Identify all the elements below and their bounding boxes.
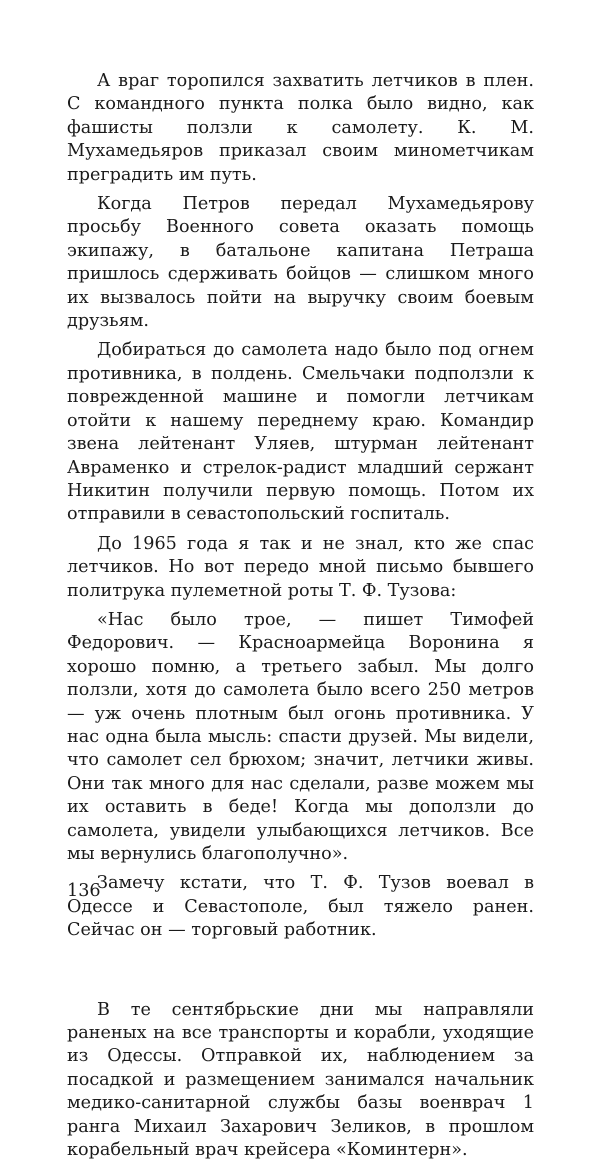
- paragraph-2: Когда Петров передал Мухамедьярову просьбу Военного совета оказать помощь экипажу, в батальоне капитана Петраша пришлось сдерживать бойцов — слишком много их вызвалось пойти на выручку своим боевым друзьям.: [67, 194, 534, 332]
- paragraph-3: Добираться до самолета надо было под огнем противника, в полдень. Смельчаки подползли к поврежденной машине и помогли летчикам отойти к нашему переднему краю. Командир звена лейтенант Уляев, штурман лейтенант Авраменко и стрелок-радист младший сержант Никитин получили первую помощь. Потом их отправили в севастопольский госпиталь.: [67, 340, 534, 525]
- page-body: [67, 70, 534, 1162]
- paragraph-4: До 1965 года я так и не знал, кто же спас летчиков. Но вот передо мной письмо бывшего политрука пулеметной роты Т. Ф. Тузова:: [67, 533, 534, 601]
- paragraph-5-quote: «Нас было трое, — пишет Тимофей Федорович. — Красноармейца Воронина я хорошо помню, а третьего забыл. Мы долго ползли, хотя до самолета было всего 250 метров — уж очень плотным был огонь противника. У нас одна была мысль: спасти друзей. Мы видели, что самолет сел брюхом; значит, летчики живы. Они так много для нас сделали, разве можем мы их оставить в беде! Когда мы доползли до самолета, увидели улыбающихся летчиков. Все мы вернулись благополучно».: [67, 609, 534, 864]
- paragraph-7: В те сентябрьские дни мы направляли раненых на все транспорты и корабли, уходящие из Одессы. Отправкой их, наблюдением за посадкой и размещением занимался начальник медико-санитарной службы базы военврач 1 ранга Михаил Захарович Зеликов, в прошлом корабельный врач крейсера «Коминтерн».: [67, 999, 534, 1161]
- page-number: 136: [67, 881, 101, 901]
- paragraph-6: Замечу кстати, что Т. Ф. Тузов воевал в Одессе и Севастополе, был тяжело ранен. Сейчас он — торговый работник.: [67, 873, 534, 941]
- paragraph-1: А враг торопился захватить летчиков в плен. С командного пункта полка было видно, как фашисты ползли к самолету. К. М. Мухамедьяров приказал своим минометчикам преградить им путь.: [67, 71, 534, 185]
